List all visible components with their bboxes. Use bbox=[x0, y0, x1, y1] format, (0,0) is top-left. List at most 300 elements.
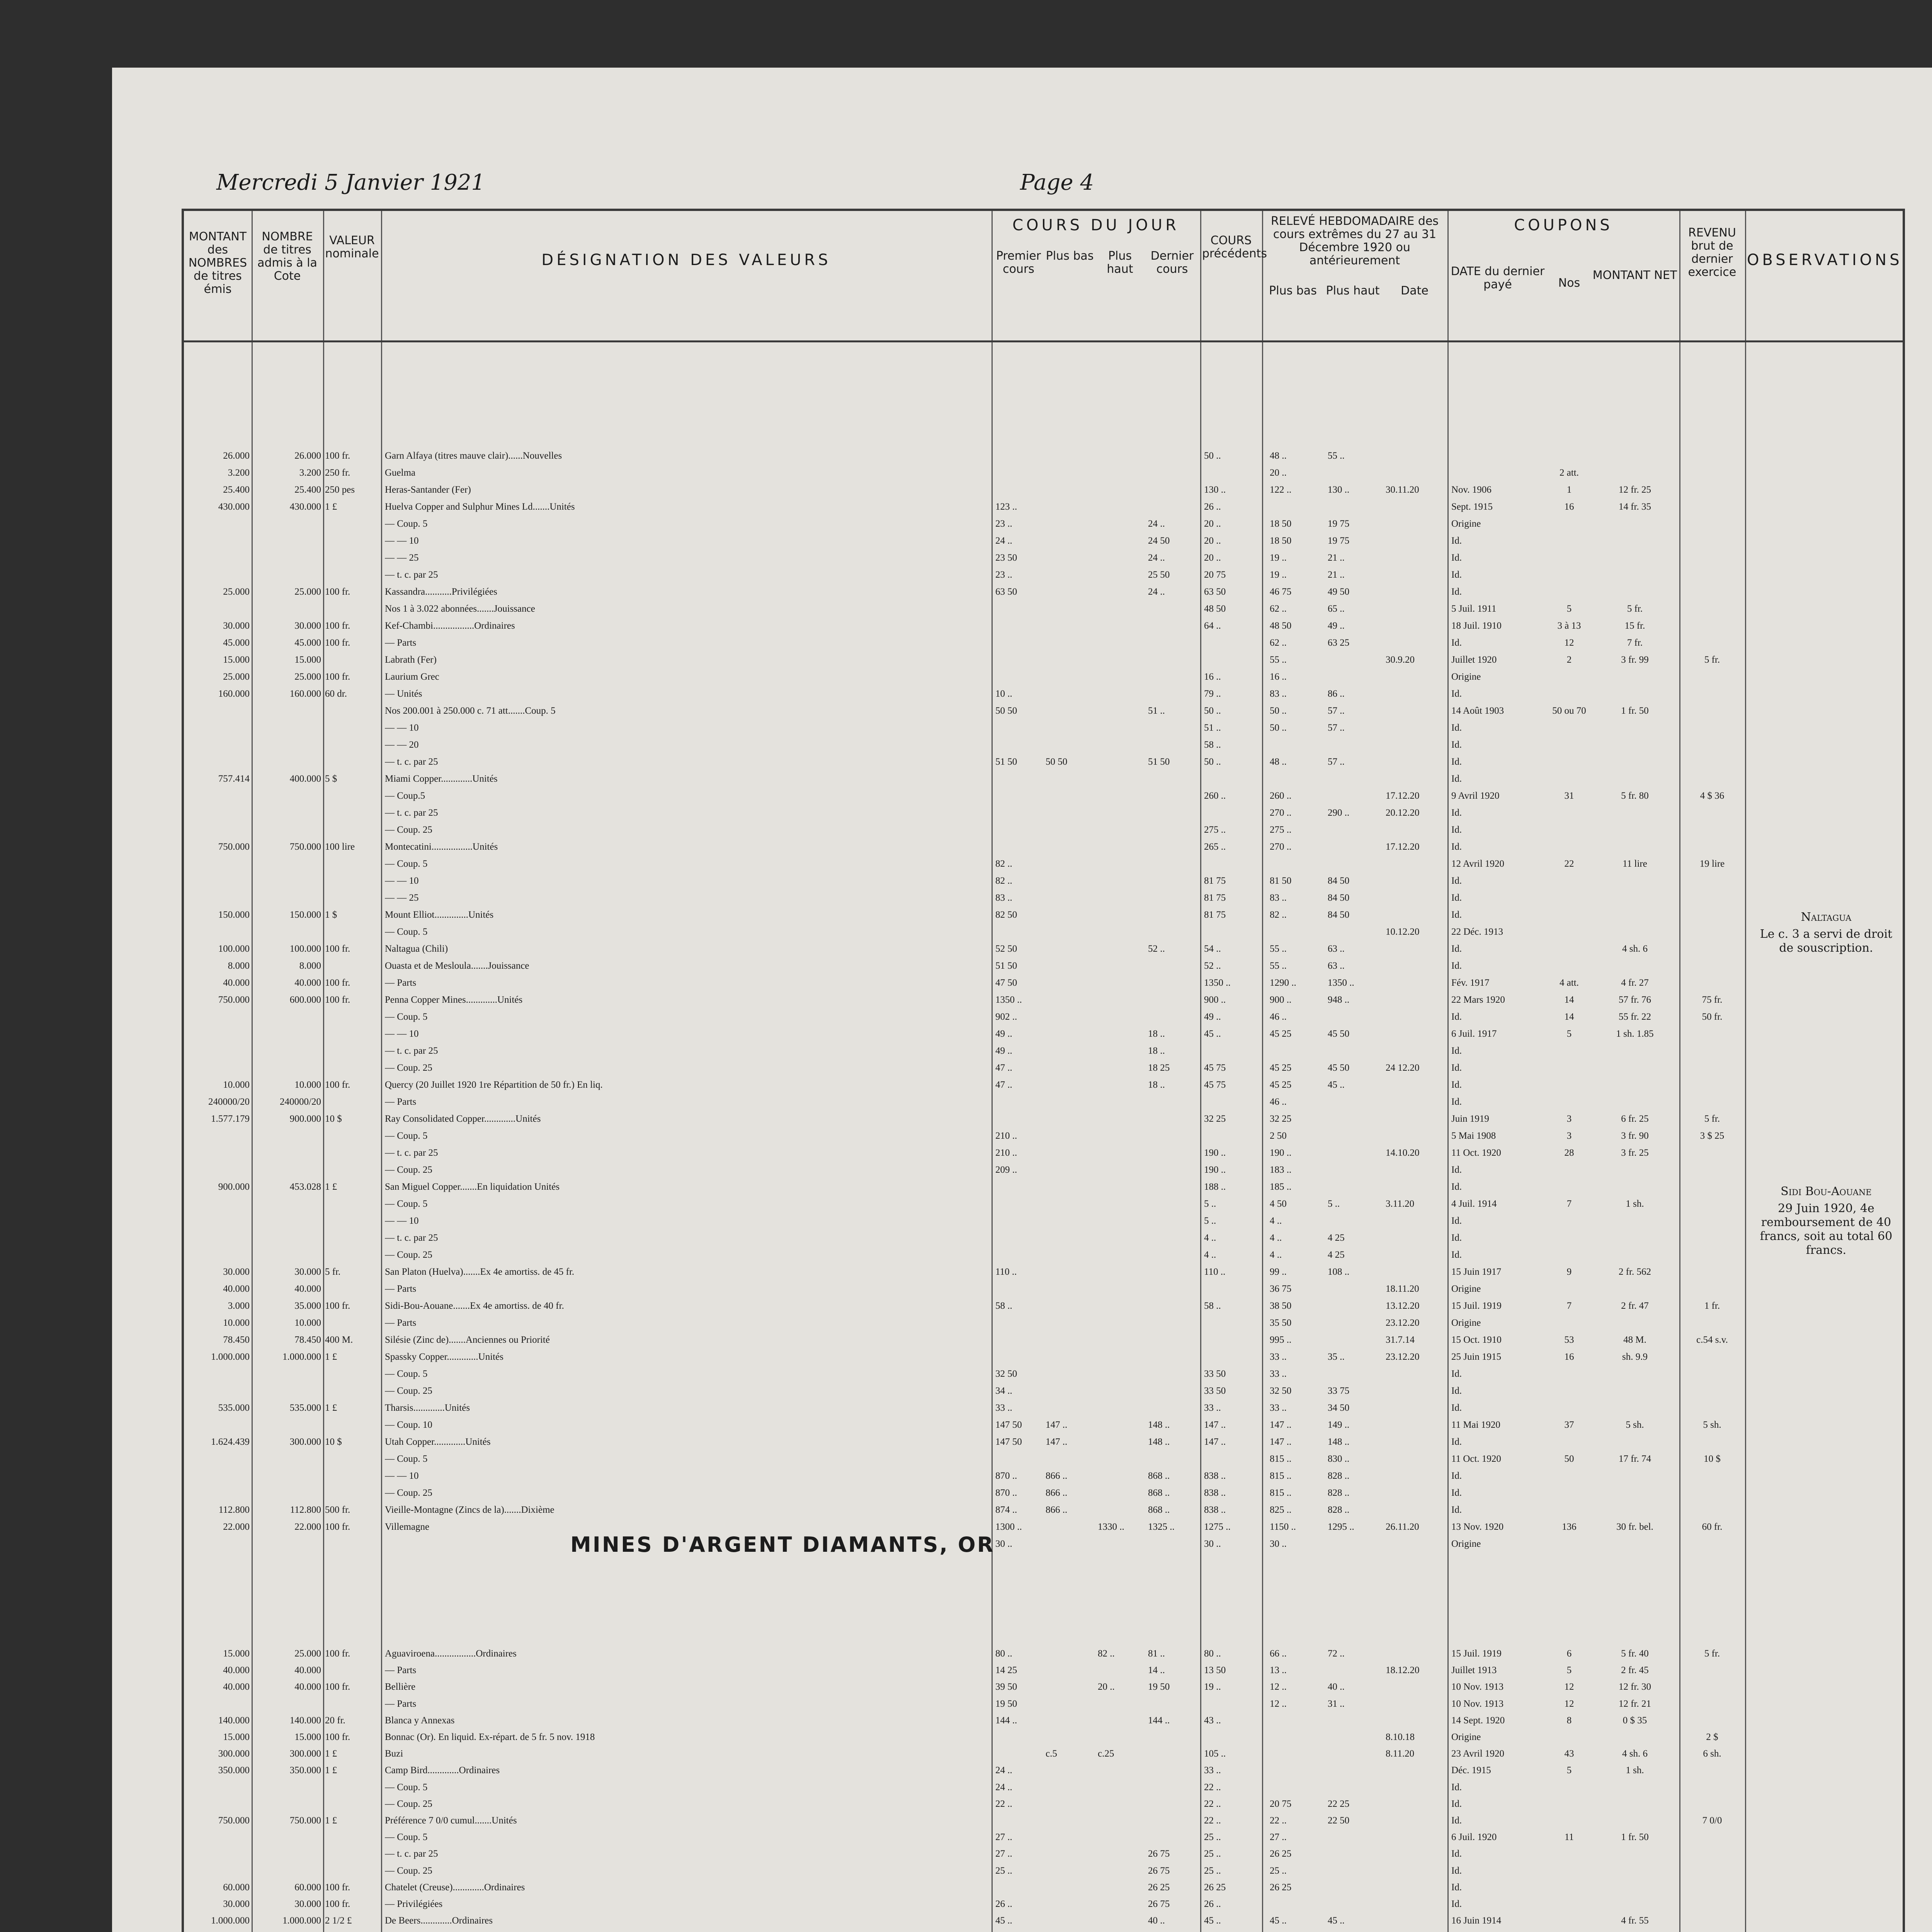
cell-rb: 82 .. bbox=[1270, 910, 1287, 920]
cell-p1: 32 50 bbox=[995, 1369, 1017, 1379]
cell-prec: 105 .. bbox=[1204, 1748, 1226, 1759]
cell-mont: 8.000 bbox=[228, 961, 250, 971]
table-row bbox=[184, 451, 1903, 461]
cell-dc: 52 .. bbox=[1148, 944, 1165, 954]
cell-nomb: 112.800 bbox=[290, 1505, 321, 1515]
cell-cd: 15 Juil. 1919 bbox=[1451, 1301, 1502, 1311]
header-cours-jour: COURS DU JOUR bbox=[1012, 216, 1179, 234]
cell-des: — Parts bbox=[385, 1318, 417, 1328]
header-releve-bas: Plus bas bbox=[1269, 284, 1317, 298]
cell-rb: 50 .. bbox=[1270, 723, 1287, 733]
cell-cm: 12 fr. 25 bbox=[1618, 485, 1651, 495]
cell-cd: 6 Juil. 1917 bbox=[1451, 1029, 1497, 1039]
cell-prec: 20 75 bbox=[1204, 570, 1226, 580]
column-divider bbox=[1262, 211, 1263, 340]
cell-rb: 18 50 bbox=[1270, 519, 1292, 529]
cell-rh: 4 25 bbox=[1328, 1250, 1345, 1260]
cell-des: Huelva Copper and Sulphur Mines Ld.......Unités bbox=[385, 502, 575, 512]
cell-mont: 25.400 bbox=[223, 485, 250, 495]
cell-rh: 84 50 bbox=[1328, 876, 1350, 886]
cell-dc: 148 .. bbox=[1148, 1420, 1170, 1430]
cell-cn: 16 bbox=[1564, 502, 1574, 512]
cell-cd: 15 Juil. 1919 bbox=[1451, 1648, 1502, 1659]
table-row bbox=[184, 689, 1903, 699]
cell-des: — Coup. 5 bbox=[385, 1782, 428, 1793]
cell-p1: 39 50 bbox=[995, 1682, 1017, 1692]
table-row bbox=[184, 910, 1903, 920]
cell-rb: 45 .. bbox=[1270, 1915, 1287, 1926]
cell-des: Heras-Santander (Fer) bbox=[385, 485, 471, 495]
cell-mont: 112.800 bbox=[218, 1505, 250, 1515]
cell-cn: 43 bbox=[1564, 1748, 1574, 1759]
cell-cm: 7 fr. bbox=[1627, 638, 1643, 648]
cell-cm: 4 sh. 6 bbox=[1622, 1748, 1648, 1759]
cell-cd: Id. bbox=[1451, 1012, 1462, 1022]
cell-mont: 40.000 bbox=[223, 1665, 250, 1676]
cell-cd: 6 Juil. 1920 bbox=[1451, 1832, 1497, 1843]
cell-rev: 4 $ 36 bbox=[1700, 791, 1725, 801]
cell-rh: 130 .. bbox=[1328, 485, 1350, 495]
cell-pb: 147 .. bbox=[1046, 1437, 1068, 1447]
cell-mont: 1.577.179 bbox=[211, 1114, 250, 1124]
cell-rb: 33 .. bbox=[1270, 1369, 1287, 1379]
cell-prec: 110 .. bbox=[1204, 1267, 1226, 1277]
cell-rb: 45 25 bbox=[1270, 1063, 1292, 1073]
cell-cm: 48 M. bbox=[1623, 1335, 1646, 1345]
cell-cd: Id. bbox=[1451, 638, 1462, 648]
cell-cd: Id. bbox=[1451, 808, 1462, 818]
cell-nomb: 22.000 bbox=[294, 1522, 321, 1532]
cell-des: — — 25 bbox=[385, 553, 419, 563]
cell-rev: 2 $ bbox=[1706, 1732, 1718, 1742]
cell-des: — t. c. par 25 bbox=[385, 1046, 438, 1056]
cell-cd: Id. bbox=[1451, 825, 1462, 835]
cell-des: Utah Copper.............Unités bbox=[385, 1437, 491, 1447]
cell-rb: 275 .. bbox=[1270, 825, 1292, 835]
cell-rev: 5 fr. bbox=[1704, 1648, 1720, 1659]
cell-prec: 50 .. bbox=[1204, 451, 1221, 461]
cell-cm: 3 fr. 99 bbox=[1621, 655, 1649, 665]
cell-des: Kef-Chambi.................Ordinaires bbox=[385, 621, 515, 631]
cell-nomb: 35.000 bbox=[294, 1301, 321, 1311]
cell-rd: 18.12.20 bbox=[1386, 1665, 1420, 1676]
table-row bbox=[184, 1648, 1903, 1659]
cell-rh: 45 50 bbox=[1328, 1029, 1350, 1039]
cell-prec: 26 25 bbox=[1204, 1882, 1226, 1893]
cell-des: San Platon (Huelva).......Ex 4e amortiss. de 45 fr. bbox=[385, 1267, 575, 1277]
cell-p1: 147 50 bbox=[995, 1437, 1022, 1447]
cell-rb: 260 .. bbox=[1270, 791, 1292, 801]
cell-dc: 868 .. bbox=[1148, 1505, 1170, 1515]
cell-mont: 15.000 bbox=[223, 655, 250, 665]
cell-des: Mount Elliot..............Unités bbox=[385, 910, 494, 920]
cell-mont: 10.000 bbox=[223, 1080, 250, 1090]
section-title: MINES D'ARGENT DIAMANTS, OR bbox=[570, 1532, 995, 1557]
cell-rb: 4 50 bbox=[1270, 1199, 1287, 1209]
cell-prec: 19 .. bbox=[1204, 1682, 1221, 1692]
cell-cm: 11 lire bbox=[1622, 859, 1647, 869]
cell-p1: 51 50 bbox=[995, 757, 1017, 767]
page-header bbox=[216, 170, 1932, 201]
cell-prec: 26 .. bbox=[1204, 502, 1221, 512]
cell-mont: 40.000 bbox=[223, 1284, 250, 1294]
cell-p1: 147 50 bbox=[995, 1420, 1022, 1430]
cell-p1: 49 .. bbox=[995, 1029, 1012, 1039]
cell-cm: 0 $ 35 bbox=[1622, 1715, 1647, 1726]
cell-pb: 866 .. bbox=[1046, 1471, 1068, 1481]
cell-nomb: 30.000 bbox=[294, 1899, 321, 1909]
cell-cd: Origine bbox=[1451, 1284, 1481, 1294]
cell-des: Silésie (Zinc de).......Anciennes ou Priorité bbox=[385, 1335, 550, 1345]
cell-des: — t. c. par 25 bbox=[385, 1849, 438, 1859]
cell-des: Kassandra...........Privilégiées bbox=[385, 587, 497, 597]
cell-prec: 20 .. bbox=[1204, 553, 1221, 563]
cell-cd: Sept. 1915 bbox=[1451, 502, 1493, 512]
cell-des: — — 10 bbox=[385, 1471, 419, 1481]
cell-p1: 24 .. bbox=[995, 1782, 1012, 1793]
cell-des: — t. c. par 25 bbox=[385, 757, 438, 767]
cell-prec: 26 .. bbox=[1204, 1899, 1221, 1909]
cell-cd: Id. bbox=[1451, 774, 1462, 784]
table-row bbox=[184, 1097, 1903, 1107]
cell-prec: 81 75 bbox=[1204, 893, 1226, 903]
cell-dc: 25 50 bbox=[1148, 570, 1170, 580]
cell-cd: Id. bbox=[1451, 1403, 1462, 1413]
cell-prec: 45 75 bbox=[1204, 1063, 1226, 1073]
cell-p1: 25 .. bbox=[995, 1865, 1012, 1876]
cell-rb: 25 .. bbox=[1270, 1865, 1287, 1876]
cell-nomb: 1.000.000 bbox=[282, 1352, 321, 1362]
column-divider bbox=[252, 211, 253, 340]
cell-rh: 22 25 bbox=[1328, 1798, 1350, 1809]
cell-des: — t. c. par 25 bbox=[385, 570, 438, 580]
cell-p1: 27 .. bbox=[995, 1832, 1012, 1843]
cell-des: — Coup. 5 bbox=[385, 1012, 428, 1022]
table-row bbox=[184, 1899, 1903, 1909]
cell-rb: 1150 .. bbox=[1270, 1522, 1296, 1532]
cell-rev: 60 fr. bbox=[1702, 1522, 1723, 1532]
cell-rb: 33 .. bbox=[1270, 1403, 1287, 1413]
cell-rh: 40 .. bbox=[1328, 1682, 1345, 1692]
column-divider bbox=[1679, 211, 1680, 340]
cell-cn: 2 bbox=[1566, 655, 1572, 665]
cell-dc: 14 .. bbox=[1148, 1665, 1165, 1676]
cell-cd: Id. bbox=[1451, 1046, 1462, 1056]
cell-val: 100 fr. bbox=[325, 621, 350, 631]
header-premier: Premier cours bbox=[996, 249, 1041, 276]
cell-cm: 12 fr. 30 bbox=[1618, 1682, 1651, 1692]
cell-rb: 83 .. bbox=[1270, 689, 1287, 699]
table-row bbox=[184, 1471, 1903, 1481]
cell-des: Vieille-Montagne (Zincs de la).......Dixième bbox=[385, 1505, 554, 1515]
table-row bbox=[184, 1267, 1903, 1277]
cell-cd: 22 Déc. 1913 bbox=[1451, 927, 1503, 937]
cell-cd: Id. bbox=[1451, 740, 1462, 750]
cell-rd: 24 12.20 bbox=[1386, 1063, 1420, 1073]
table-row bbox=[184, 791, 1903, 801]
cell-des: Chatelet (Creuse).............Ordinaires bbox=[385, 1882, 525, 1893]
cell-prec: 80 .. bbox=[1204, 1648, 1221, 1659]
cell-pb: c.5 bbox=[1046, 1748, 1057, 1759]
cell-prec: 4 .. bbox=[1204, 1250, 1216, 1260]
cell-nomb: 40.000 bbox=[294, 1682, 321, 1692]
cell-p1: 34 .. bbox=[995, 1386, 1012, 1396]
cell-p1: 110 .. bbox=[995, 1267, 1017, 1277]
table-row bbox=[184, 1799, 1903, 1809]
cell-cd: Id. bbox=[1451, 842, 1462, 852]
cell-cn: 5 bbox=[1566, 1029, 1572, 1039]
header-dernier: Dernier cours bbox=[1150, 249, 1194, 276]
cell-cd: 15 Juin 1917 bbox=[1451, 1267, 1502, 1277]
cell-prec: 838 .. bbox=[1204, 1505, 1226, 1515]
cell-prec: 25 .. bbox=[1204, 1865, 1221, 1876]
table-row bbox=[184, 961, 1903, 971]
table-row bbox=[184, 1682, 1903, 1692]
table-row bbox=[184, 1012, 1903, 1022]
cell-rb: 4 .. bbox=[1270, 1216, 1282, 1226]
cell-nomb: 30.000 bbox=[294, 621, 321, 631]
cell-val: 100 fr. bbox=[325, 451, 350, 461]
cell-prec: 48 50 bbox=[1204, 604, 1226, 614]
cell-rb: 12 .. bbox=[1270, 1698, 1287, 1709]
cell-cm: 12 fr. 21 bbox=[1618, 1698, 1651, 1709]
cell-cn: 6 bbox=[1566, 1648, 1572, 1659]
cell-cn: 53 bbox=[1564, 1335, 1574, 1345]
cell-rev: 1 fr. bbox=[1704, 1301, 1720, 1311]
table-row bbox=[184, 1063, 1903, 1073]
cell-rh: 45 .. bbox=[1328, 1080, 1345, 1090]
cell-mont: 1.624.439 bbox=[211, 1437, 250, 1447]
table-row bbox=[184, 1915, 1903, 1926]
cell-nomb: 430.000 bbox=[289, 502, 321, 512]
cell-cd: 9 Avril 1920 bbox=[1451, 791, 1500, 801]
cell-des: — Coup. 25 bbox=[385, 1488, 432, 1498]
cell-mont: 900.000 bbox=[218, 1182, 250, 1192]
cell-p1: 50 50 bbox=[995, 706, 1017, 716]
cell-nomb: 350.000 bbox=[289, 1765, 321, 1776]
cell-rb: 26 25 bbox=[1270, 1849, 1292, 1859]
cell-cd: Id. bbox=[1451, 893, 1462, 903]
cell-rb: 815 .. bbox=[1270, 1488, 1292, 1498]
cell-mont: 60.000 bbox=[223, 1882, 250, 1893]
cell-p1: 51 50 bbox=[995, 961, 1017, 971]
cell-ph: 1330 .. bbox=[1098, 1522, 1124, 1532]
cell-dc: 24 .. bbox=[1148, 519, 1165, 529]
cell-prec: 81 75 bbox=[1204, 876, 1226, 886]
cell-prec: 147 .. bbox=[1204, 1420, 1226, 1430]
cell-cn: 12 bbox=[1564, 638, 1574, 648]
table-row bbox=[184, 1250, 1903, 1260]
observation-title: Sidi Bou-Aouane bbox=[1781, 1185, 1872, 1198]
cell-rb: 815 .. bbox=[1270, 1471, 1292, 1481]
cell-cd: Id. bbox=[1451, 553, 1462, 563]
cell-rd: 23.12.20 bbox=[1386, 1352, 1420, 1362]
cell-val: 1 £ bbox=[325, 1403, 337, 1413]
cell-rev: 5 fr. bbox=[1704, 655, 1720, 665]
cell-rb: 46 75 bbox=[1270, 587, 1292, 597]
table-row bbox=[184, 1732, 1903, 1742]
table-row bbox=[184, 1882, 1903, 1893]
cell-val: 100 fr. bbox=[325, 1682, 350, 1692]
cell-p1: 23 50 bbox=[995, 553, 1017, 563]
cell-rb: 18 50 bbox=[1270, 536, 1292, 546]
cell-mont: 45.000 bbox=[223, 638, 250, 648]
cell-p1: 30 .. bbox=[995, 1539, 1012, 1549]
observation-text: 29 Juin 1920, 4e remboursement de 40 francs, soit au total 60 francs. bbox=[1760, 1202, 1893, 1257]
cell-nomb: 10.000 bbox=[294, 1080, 321, 1090]
cell-des: — — 25 bbox=[385, 893, 419, 903]
cell-rev: 50 fr. bbox=[1702, 1012, 1723, 1022]
cell-cm: 55 fr. 22 bbox=[1618, 1012, 1651, 1022]
table-row bbox=[184, 1488, 1903, 1498]
cell-cn: 22 bbox=[1564, 859, 1574, 869]
cell-p1: 58 .. bbox=[995, 1301, 1012, 1311]
issue-date: Mercredi 5 Janvier 1921 bbox=[216, 170, 485, 195]
table-row bbox=[184, 1782, 1903, 1793]
cell-mont: 15.000 bbox=[223, 1648, 250, 1659]
cell-rb: 995 .. bbox=[1270, 1335, 1292, 1345]
header-nombre: NOMBRE de titres admis à la Cote bbox=[257, 230, 317, 283]
cell-pb: 866 .. bbox=[1046, 1505, 1068, 1515]
cell-ph: c.25 bbox=[1098, 1748, 1114, 1759]
cell-cd: Fév. 1917 bbox=[1451, 978, 1490, 988]
table-row bbox=[184, 672, 1903, 682]
cell-prec: 49 .. bbox=[1204, 1012, 1221, 1022]
cell-val: 100 fr. bbox=[325, 995, 350, 1005]
cell-cd: 5 Juil. 1911 bbox=[1451, 604, 1497, 614]
cell-cn: 4 att. bbox=[1560, 978, 1579, 988]
cell-des: De Beers.............Ordinaires bbox=[385, 1915, 493, 1926]
cell-rb: 122 .. bbox=[1270, 485, 1292, 495]
cell-des: — Coup. 5 bbox=[385, 1199, 428, 1209]
cell-rb: 99 .. bbox=[1270, 1267, 1287, 1277]
cell-cd: Id. bbox=[1451, 1165, 1462, 1175]
table-row bbox=[184, 1539, 1903, 1549]
cell-des: — Parts bbox=[385, 1698, 417, 1709]
cell-des: — Parts bbox=[385, 1665, 417, 1676]
cell-cn: 8 bbox=[1566, 1715, 1572, 1726]
cell-cm: 1 sh. bbox=[1626, 1199, 1644, 1209]
cell-p1: 23 .. bbox=[995, 570, 1012, 580]
cell-rb: 46 .. bbox=[1270, 1097, 1287, 1107]
cell-rd: 26.11.20 bbox=[1386, 1522, 1419, 1532]
cell-cn: 31 bbox=[1564, 791, 1574, 801]
cell-dc: 26 75 bbox=[1148, 1899, 1170, 1909]
cell-p1: 1300 .. bbox=[995, 1522, 1022, 1532]
cell-nomb: 45.000 bbox=[294, 638, 321, 648]
cell-mont: 430.000 bbox=[218, 502, 250, 512]
cell-des: — Coup. 5 bbox=[385, 1454, 428, 1464]
cell-prec: 275 .. bbox=[1204, 825, 1226, 835]
cell-val: 100 lire bbox=[325, 842, 355, 852]
table-row bbox=[184, 1699, 1903, 1709]
column-divider bbox=[1447, 211, 1449, 340]
table-row bbox=[184, 1318, 1903, 1328]
cell-cd: Id. bbox=[1451, 876, 1462, 886]
cell-des: — Parts bbox=[385, 1284, 417, 1294]
cell-val: 100 fr. bbox=[325, 587, 350, 597]
cell-nomb: 15.000 bbox=[294, 1732, 321, 1742]
cell-nomb: 1.000.000 bbox=[282, 1915, 321, 1926]
cell-des: Camp Bird.............Ordinaires bbox=[385, 1765, 500, 1776]
table-row bbox=[184, 485, 1903, 495]
cell-prec: 64 .. bbox=[1204, 621, 1221, 631]
header-observations: OBSERVATIONS bbox=[1747, 251, 1903, 269]
cell-rh: 148 .. bbox=[1328, 1437, 1350, 1447]
cell-rb: 13 .. bbox=[1270, 1665, 1287, 1676]
cell-rd: 30.11.20 bbox=[1386, 485, 1419, 495]
cell-mont: 757.414 bbox=[218, 774, 250, 784]
cell-des: — Coup. 5 bbox=[385, 1369, 428, 1379]
cell-cd: 5 Mai 1908 bbox=[1451, 1131, 1496, 1141]
cell-cd: Id. bbox=[1451, 1097, 1462, 1107]
cell-mont: 30.000 bbox=[223, 621, 250, 631]
table-row bbox=[184, 1815, 1903, 1826]
cell-dc: 51 50 bbox=[1148, 757, 1170, 767]
header-coupon-nos: Nos bbox=[1558, 276, 1580, 290]
cell-cd: Id. bbox=[1451, 1815, 1462, 1826]
cell-dc: 24 50 bbox=[1148, 536, 1170, 546]
cell-des: — Parts bbox=[385, 978, 417, 988]
cell-des: Bonnac (Or). En liquid. Ex-répart. de 5 fr. 5 nov. 1918 bbox=[385, 1732, 595, 1742]
table-row bbox=[184, 944, 1903, 954]
cell-cd: 22 Mars 1920 bbox=[1451, 995, 1505, 1005]
cell-rb: 147 .. bbox=[1270, 1420, 1292, 1430]
cell-des: — Coup. 5 bbox=[385, 1832, 428, 1843]
cell-p1: 82 .. bbox=[995, 859, 1012, 869]
cell-nomb: 400.000 bbox=[289, 774, 321, 784]
cell-prec: 25 .. bbox=[1204, 1832, 1221, 1843]
cell-p1: 24 .. bbox=[995, 1765, 1012, 1776]
cell-nomb: 140.000 bbox=[289, 1715, 321, 1726]
cell-p1: 47 50 bbox=[995, 978, 1017, 988]
cell-dc: 24 .. bbox=[1148, 587, 1165, 597]
cell-cm: 4 fr. 55 bbox=[1621, 1915, 1649, 1926]
table-row bbox=[184, 1080, 1903, 1090]
cell-val: 5 $ bbox=[325, 774, 337, 784]
table-row bbox=[184, 757, 1903, 767]
cell-cd: 10 Nov. 1913 bbox=[1451, 1682, 1504, 1692]
cell-rh: 290 .. bbox=[1328, 808, 1350, 818]
cell-prec: 30 .. bbox=[1204, 1539, 1221, 1549]
cell-rh: 57 .. bbox=[1328, 723, 1345, 733]
cell-cd: 13 Nov. 1920 bbox=[1451, 1522, 1504, 1532]
cell-prec: 188 .. bbox=[1204, 1182, 1226, 1192]
cell-prec: 50 .. bbox=[1204, 706, 1221, 716]
cell-des: Aguaviroena.................Ordinaires bbox=[385, 1648, 517, 1659]
cell-prec: 33 50 bbox=[1204, 1369, 1226, 1379]
cell-cd: Id. bbox=[1451, 1063, 1462, 1073]
cell-val: 1 £ bbox=[325, 1748, 337, 1759]
cell-prec: 79 .. bbox=[1204, 689, 1221, 699]
cell-mont: 535.000 bbox=[218, 1403, 250, 1413]
cell-rh: 948 .. bbox=[1328, 995, 1350, 1005]
cell-rb: 45 25 bbox=[1270, 1029, 1292, 1039]
header-releve-date: Date bbox=[1401, 284, 1429, 298]
cell-cd: Origine bbox=[1451, 1732, 1481, 1742]
cell-rh: 22 50 bbox=[1328, 1815, 1350, 1826]
cell-dc: 868 .. bbox=[1148, 1488, 1170, 1498]
cell-mont: 30.000 bbox=[223, 1899, 250, 1909]
cell-nomb: 100.000 bbox=[289, 944, 321, 954]
cell-cm: 15 fr. bbox=[1624, 621, 1645, 631]
cell-cd: 16 Juin 1914 bbox=[1451, 1915, 1502, 1926]
cell-mont: 26.000 bbox=[223, 451, 250, 461]
cell-mont: 22.000 bbox=[223, 1522, 250, 1532]
column-divider bbox=[992, 211, 993, 340]
cell-val: 100 fr. bbox=[325, 638, 350, 648]
header-revenu: REVENU brut de dernier exercice bbox=[1688, 226, 1736, 279]
